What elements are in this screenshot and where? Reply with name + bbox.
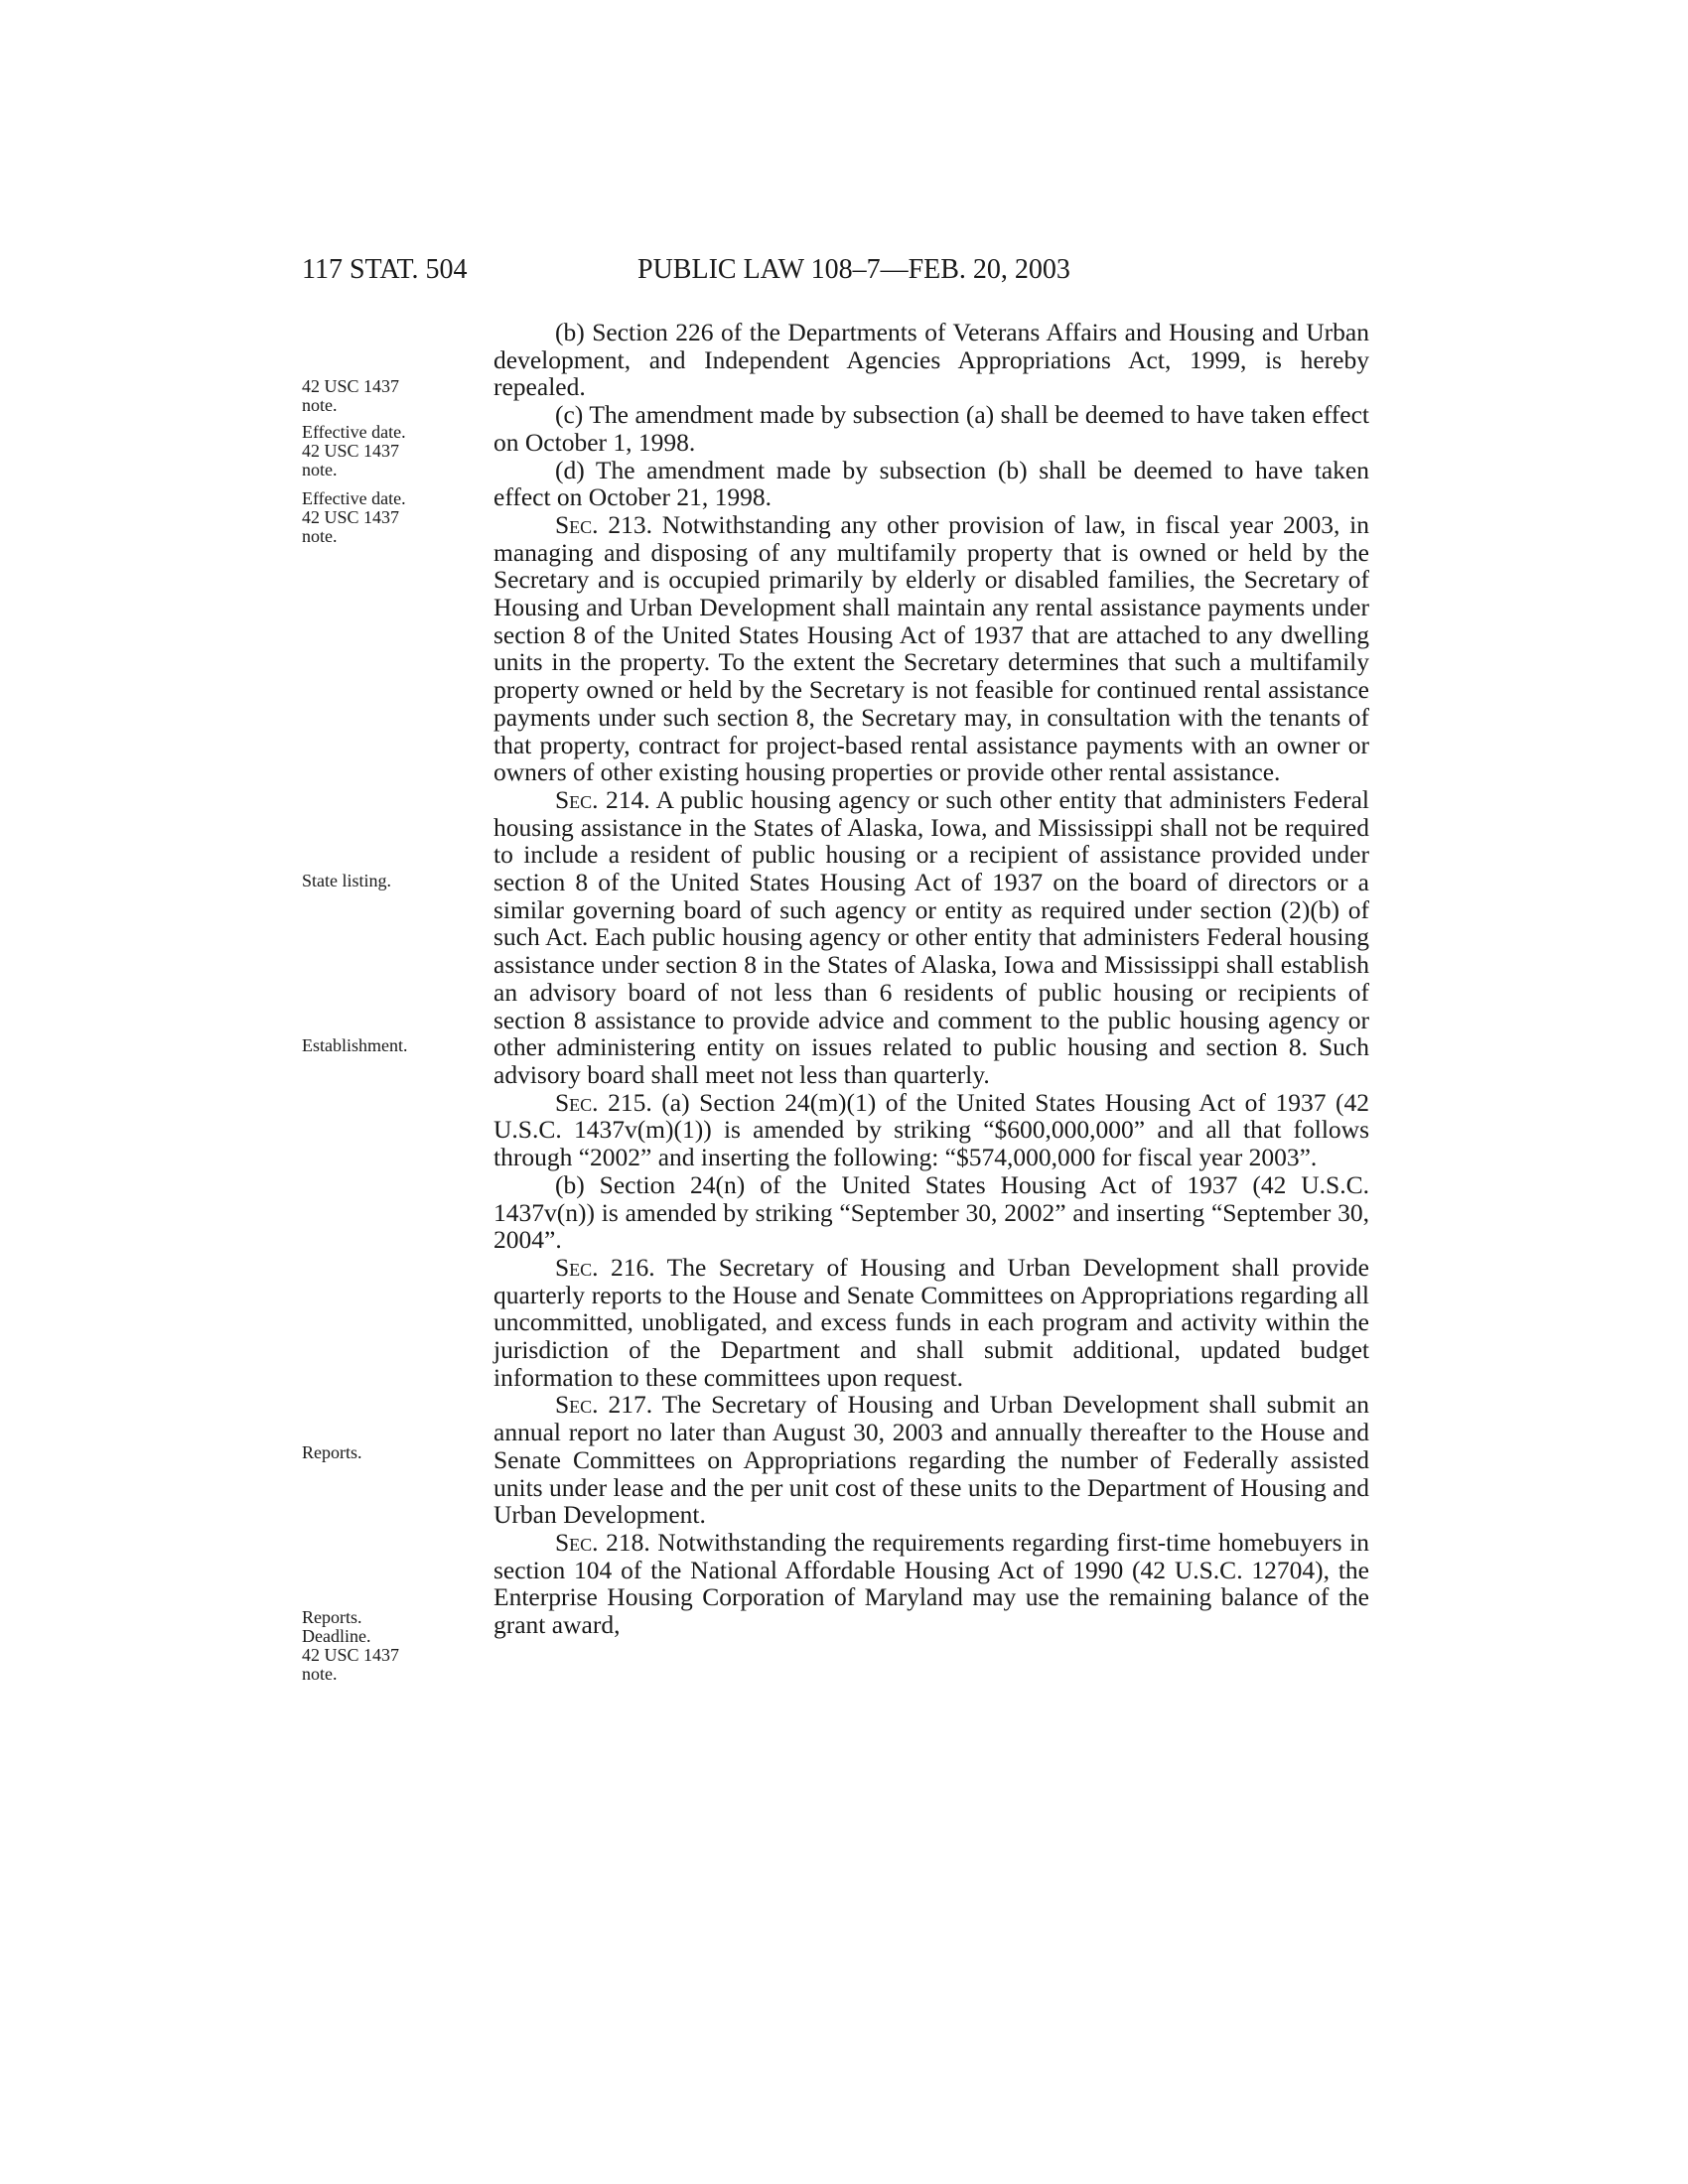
statute-body-text	[493, 319, 1369, 1639]
margin-note-effective-date	[302, 489, 461, 546]
margin-note-line: Reports.	[302, 1442, 362, 1462]
margin-note-line: 42 USC 1437	[302, 441, 400, 461]
margin-note-line: 42 USC 1437	[302, 1645, 400, 1665]
paragraph-sec-215-b	[493, 1171, 1369, 1254]
margin-note-line: note.	[302, 395, 338, 415]
paragraph-text: (c) The amendment made by subsection (a) shall be deemed to have taken effect on October 1, 1998.	[493, 400, 1369, 457]
margin-note-line: 42 USC 1437	[302, 376, 400, 396]
paragraph-text: A public housing agency or such other entity that administers Federal housing assistance in the States of Alaska, Iowa, and Mississippi shall not be required to include a resident of public housing or a recipient of assistance provided under section 8 of the United States Housing Act of 1937 on the board of directors or a similar governing board of such agency or entity as required under section (2)(b) of such Act. Each public housing agency or other entity that administers Federal housing assistance under section 8 in the States of Alaska, Iowa and Mississippi shall establish an advisory board of not less than 6 residents of public housing or recipients of section 8 assistance to provide advice and comment to the public housing agency or other administering entity on issues related to public housing and section 8. Such advisory board shall meet not less than quarterly.	[493, 784, 1369, 1089]
paragraph-text: The Secretary of Housing and Urban Development shall submit an annual report no later than August 30, 2003 and annually thereafter to the House and Senate Committees on Appropriations regarding the number of Federally assisted units under lease and the per unit cost of these units to the Department of Housing and Urban Development.	[493, 1390, 1369, 1530]
margin-note-usc-1437	[302, 377, 461, 415]
paragraph-text: (b) Section 24(n) of the United States Housing Act of 1937 (42 U.S.C. 1437v(n)) is amended by striking “September 30, 2002” and inserting “September 30, 2004”.	[493, 1169, 1369, 1255]
margin-note-line: 42 USC 1437	[302, 507, 400, 527]
public-law-title: PUBLIC LAW 108–7—FEB. 20, 2003	[637, 254, 1070, 285]
section-label: Sec. 214.	[555, 784, 650, 814]
margin-note-line: Effective date.	[302, 422, 406, 442]
margin-note-line: note.	[302, 1664, 338, 1684]
paragraph-text: Notwithstanding any other provision of law, in fiscal year 2003, in managing and disposing of any multifamily property that is owned or held by the Secretary and is occupied primarily by elderly or disabled families, the Secretary of Housing and Urban Development shall maintain any rental assistance payments under section 8 of the United States Housing Act of 1937 that are attached to any dwelling units in the property. To the extent the Secretary determines that such a multifamily property owned or held by the Secretary is not feasible for continued rental assistance payments under such section 8, the Secretary may, in consultation with the tenants of that property, contract for project-based rental assistance payments with an owner or owners of other existing housing properties or provide other rental assistance.	[493, 509, 1369, 787]
paragraph-sec-214	[493, 786, 1369, 1089]
margin-note-line: note.	[302, 526, 338, 546]
paragraph-text: (d) The amendment made by subsection (b) shall be deemed to have taken effect on October 21, 1998.	[493, 455, 1369, 512]
paragraph-text: The Secretary of Housing and Urban Development shall provide quarterly reports to the House and Senate Committees on Appropriations regarding all uncommitted, unobligated, and excess funds in each program and activity within the jurisdiction of the Department and shall submit additional, updated budget information to these committees upon request.	[493, 1252, 1369, 1392]
margin-note-line: Deadline.	[302, 1626, 371, 1646]
paragraph-sec-217	[493, 1391, 1369, 1529]
running-head	[302, 254, 1207, 294]
margin-note-establishment	[302, 1036, 461, 1055]
paragraph-text: Notwithstanding the requirements regarding first-time homebuyers in section 104 of the National Affordable Housing Act of 1990 (42 U.S.C. 12704), the Enterprise Housing Corporation of Maryland may use the remaining balance of the grant award,	[493, 1527, 1369, 1640]
paragraph-subsection-b	[493, 319, 1369, 401]
paragraph-sec-213	[493, 511, 1369, 786]
margin-note-state-listing	[302, 872, 461, 890]
margin-note-line: note.	[302, 460, 338, 479]
margin-note-line: Effective date.	[302, 488, 406, 508]
paragraph-sec-216	[493, 1254, 1369, 1392]
section-label: Sec. 217.	[555, 1390, 653, 1420]
paragraph-sec-218	[493, 1529, 1369, 1639]
paragraph-text: (a) Section 24(m)(1) of the United States Housing Act of 1937 (42 U.S.C. 1437v(m)(1)) is amended by striking “$600,000,000” and all that follows through “2002” and inserting the following: “$574,000,000 for fiscal year 2003”.	[493, 1087, 1370, 1172]
margin-note-line: State listing.	[302, 871, 391, 890]
paragraph-sec-215	[493, 1089, 1369, 1171]
margin-note-reports-deadline	[302, 1608, 461, 1684]
margin-note-line: Establishment.	[302, 1035, 408, 1055]
statute-page-reference: 117 STAT. 504	[302, 254, 468, 285]
paragraph-subsection-c	[493, 401, 1369, 456]
section-label: Sec. 216.	[555, 1252, 655, 1282]
margin-note-line: Reports.	[302, 1607, 362, 1627]
margin-note-effective-date	[302, 423, 461, 479]
section-label: Sec. 213.	[555, 509, 652, 539]
section-label: Sec. 218.	[555, 1527, 650, 1557]
paragraph-subsection-d	[493, 457, 1369, 511]
paragraph-text: (b) Section 226 of the Departments of Veterans Affairs and Housing and Urban development, and Independent Agencies Appropriations Act, 1999, is hereby repealed.	[493, 318, 1369, 402]
margin-note-reports	[302, 1443, 461, 1462]
section-label: Sec. 215.	[555, 1087, 652, 1117]
